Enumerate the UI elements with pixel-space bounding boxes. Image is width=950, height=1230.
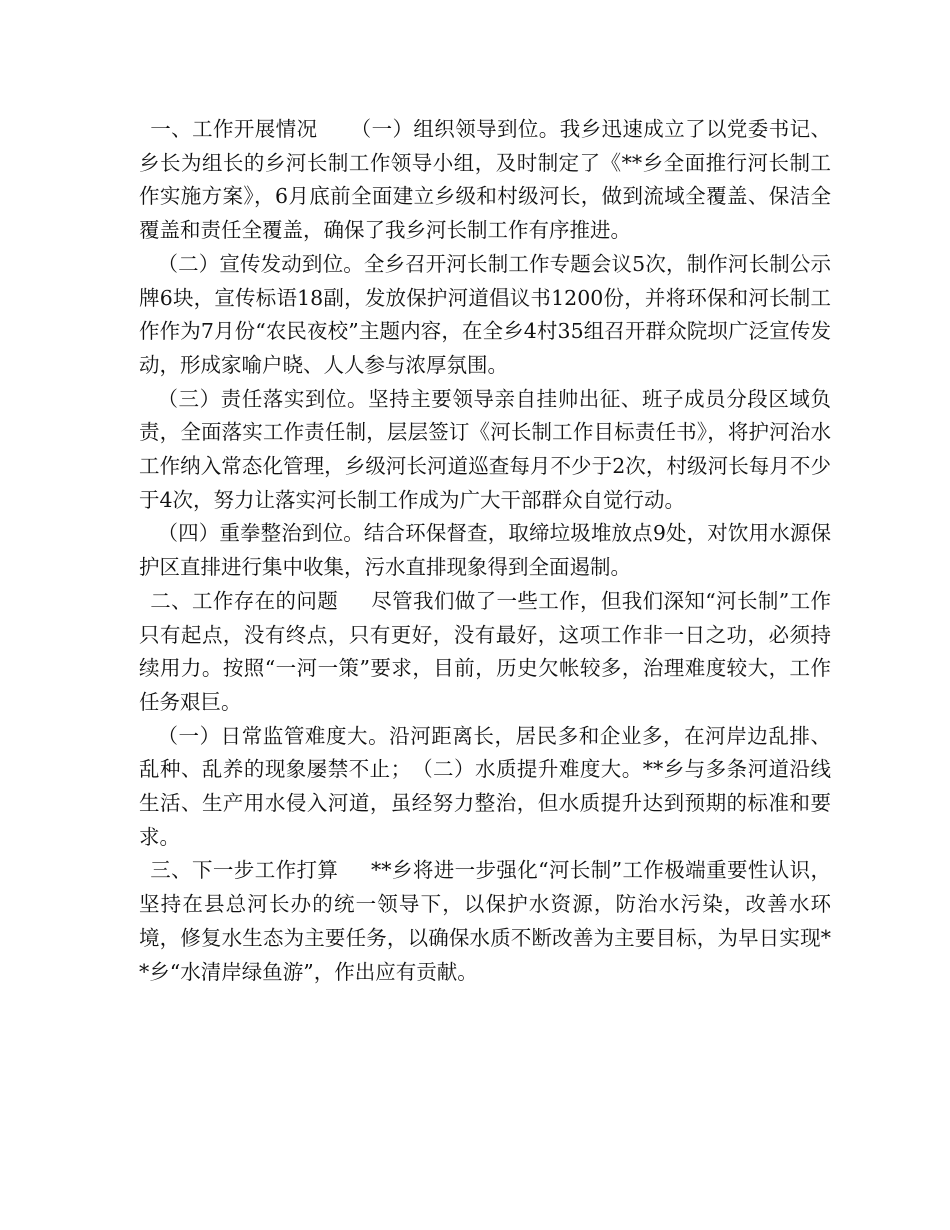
paragraph-section-3 bbox=[139, 854, 831, 989]
paragraph-text: **乡将进一步强化“河长制”工作极端重要性认识，坚持在县总河长办的统一领导下，以保护水资源，防治水污染，改善水环境，修复水生态为主要任务，以确保水质不断改善为主要目标，为早日实现**乡“水清岸绿鱼游”，作出应有贡献。 bbox=[139, 858, 832, 984]
paragraph-publicity bbox=[139, 248, 831, 383]
paragraph-rectification bbox=[139, 517, 831, 584]
section-heading-3: 三、下一步工作打算 bbox=[150, 858, 339, 883]
paragraph-responsibility bbox=[139, 383, 831, 518]
paragraph-text: （四）重拳整治到位。结合环保督查，取缔垃圾堆放点9处，对饮用水源保护区直排进行集中收集，污水直排现象得到全面遏制。 bbox=[139, 521, 831, 580]
paragraph-text: （二）宣传发动到位。全乡召开河长制工作专题会议5次，制作河长制公示牌6块，宣传标语18副，发放保护河道倡议书1200份，并将环保和河长制工作作为7月份“农民夜校”主题内容，在全乡4村35组召开群众院坝广泛宣传发动，形成家喻户晓、人人参与浓厚氛围。 bbox=[139, 251, 831, 377]
paragraph-section-1 bbox=[139, 113, 831, 248]
paragraph-text: 尽管我们做了一些工作，但我们深知“河长制”工作只有起点，没有终点，只有更好，没有最好，这项工作非一日之功，必须持续用力。按照“一河一策”要求，目前，历史欠帐较多，治理难度较大，工作任务艰巨。 bbox=[139, 588, 831, 714]
paragraph-text: （三）责任落实到位。坚持主要领导亲自挂帅出征、班子成员分段区域负责，全面落实工作责任制，层层签订《河长制工作目标责任书》，将护河治水工作纳入常态化管理，乡级河长河道巡查每月不少于2次，村级河长每月不少于4次，努力让落实河长制工作成为广大干部群众自觉行动。 bbox=[139, 386, 831, 512]
paragraph-section-2 bbox=[139, 585, 831, 720]
paragraph-text: （一）日常监管难度大。沿河距离长，居民多和企业多，在河岸边乱排、乱种、乱养的现象屡禁不止； （二）水质提升难度大。**乡与多条河道沿线生活、生产用水侵入河道，虽经努力整治，但水质提升达到预期的标准和要求。 bbox=[139, 723, 831, 849]
document-body bbox=[139, 113, 831, 989]
paragraph-problems bbox=[139, 720, 831, 855]
section-heading-2: 二、工作存在的问题 bbox=[150, 588, 339, 613]
paragraph-text: （一）组织领导到位。我乡迅速成立了以党委书记、乡长为组长的乡河长制工作领导小组，及时制定了《**乡全面推行河长制工作实施方案》，6月底前全面建立乡级和村级河长，做到流域全覆盖、保洁全覆盖和责任全覆盖，确保了我乡河长制工作有序推进。 bbox=[139, 117, 832, 243]
section-heading-1: 一、工作开展情况 bbox=[150, 117, 318, 141]
